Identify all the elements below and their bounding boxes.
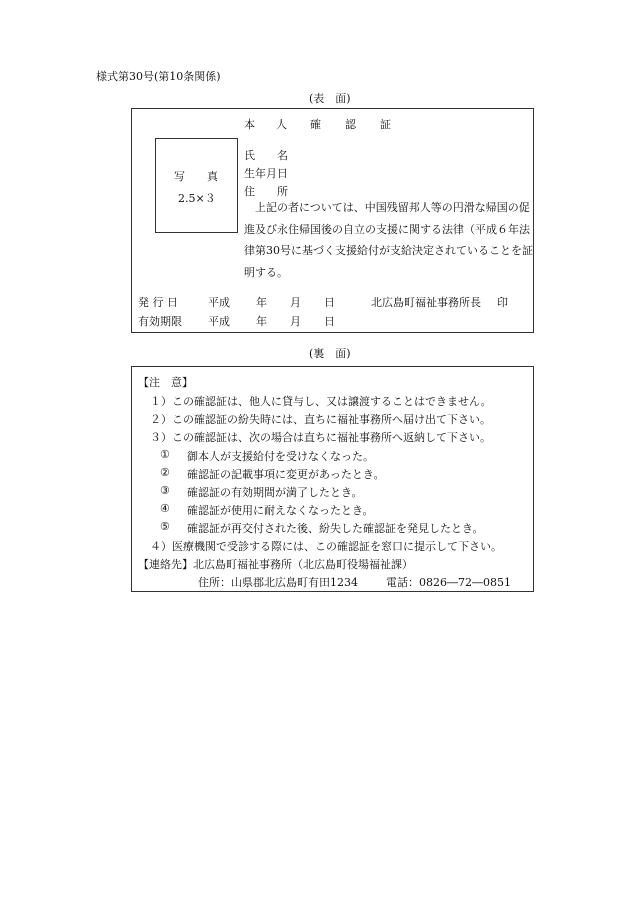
photo-size: 2.5×３: [178, 192, 216, 205]
valid-until-label: 有効期限: [138, 315, 182, 328]
notice-item-3: ３）この確認証は、次の場合は直ちに福祉事務所へ返納して下さい。: [150, 431, 491, 444]
contact-phone: 電話：0826―72―0851: [386, 576, 511, 589]
valid-month: 月: [290, 315, 301, 328]
subitem-mark-5: ⑤: [160, 520, 170, 533]
field-birthdate-label: 生年月日: [244, 167, 288, 180]
issue-month: 月: [290, 296, 301, 309]
issue-era: 平成: [208, 296, 230, 309]
subitem-text-2: 確認証の記載事項に変更があったとき。: [187, 468, 385, 481]
seal-mark: 印: [497, 296, 508, 309]
valid-era: 平成: [208, 315, 230, 328]
notice-item-4: ４）医療機関で受診する際には、この確認証を窓口に提示して下さい。: [150, 540, 502, 553]
subitem-mark-2: ②: [160, 466, 170, 479]
front-heading: (表 面): [309, 92, 351, 105]
subitem-mark-4: ④: [160, 502, 170, 515]
issue-year: 年: [256, 296, 267, 309]
card-title-char-5: 証: [380, 118, 391, 131]
card-title-char-3: 確: [310, 118, 321, 131]
field-name-label: 氏 名: [244, 149, 288, 162]
issue-day: 日: [324, 296, 335, 309]
issuer-name: 北広島町福祉事務所長: [371, 296, 481, 309]
issue-date-label: 発 行 日: [138, 296, 178, 309]
card-title-char-1: 本: [244, 118, 255, 131]
subitem-mark-1: ①: [160, 448, 170, 461]
card-title-char-2: 人: [276, 118, 287, 131]
card-title-char-4: 認: [345, 118, 356, 131]
form-number: 様式第30号(第10条関係): [96, 70, 221, 83]
valid-day: 日: [324, 315, 335, 328]
field-address-label: 住 所: [244, 185, 288, 198]
back-heading: (裏 面): [309, 347, 351, 360]
subitem-text-4: 確認証が使用に耐えなくなったとき。: [187, 504, 374, 517]
certification-statement: 上記の者については、中国残留邦人等の円滑な帰国の促進及び永住帰国後の自立の支援に関する法律（平成６年法律第30号に基づく支援給付が支給決定されていることを証明する。: [244, 201, 533, 279]
contact-line: 【連絡先】北広島町福祉事務所（北広島町役場福祉課）: [138, 558, 413, 571]
valid-year: 年: [256, 315, 267, 328]
subitem-mark-3: ③: [160, 484, 170, 497]
subitem-text-1: 御本人が支援給付を受けなくなった。: [187, 450, 374, 463]
subitem-text-3: 確認証の有効期間が満了したとき。: [187, 486, 363, 499]
notice-title: 【注 意】: [138, 376, 193, 389]
photo-box: [155, 138, 238, 233]
subitem-text-5: 確認証が再交付された後、紛失した確認証を発見したとき。: [187, 522, 484, 535]
photo-label: 写 真: [174, 170, 218, 183]
notice-item-1: １）この確認証は、他人に貸与し、又は譲渡することはできません。: [150, 395, 492, 408]
contact-address: 住所：山県郡北広島町有田1234: [198, 576, 358, 589]
notice-item-2: ２）この確認証の紛失時には、直ちに福祉事務所へ届け出て下さい。: [150, 413, 491, 426]
